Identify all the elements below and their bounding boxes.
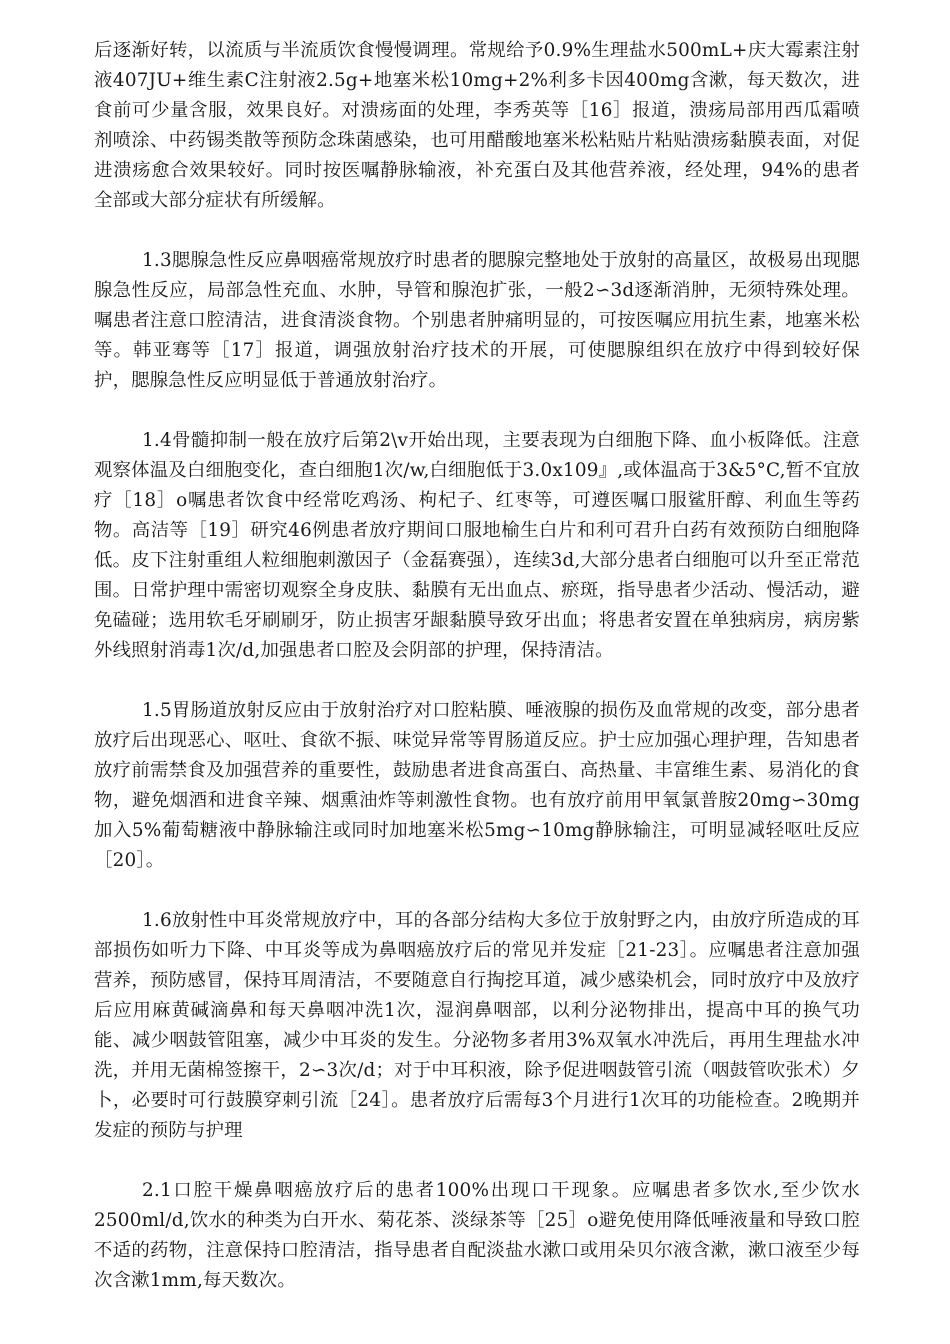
paragraph-dry-mouth: 2.1口腔干燥鼻咽癌放疗后的患者100%出现口干现象。应嘱患者多饮水,至少饮水2500ml/d,饮水的种类为白开水、菊花茶、淡绿茶等［25］o避免使用降低唾液量和导致口腔不适的药物，注意保持口腔清洁，指导患者自配淡盐水漱口或用朵贝尔液含漱，漱口液至少每次含漱1mm,每天数次。: [94, 1180, 860, 1291]
document-body: [94, 36, 860, 1296]
paragraph-oral-mucositis-continued: 后逐渐好转，以流质与半流质饮食慢慢调理。常规给予0.9%生理盐水500mL+庆大霉素注射液407JU+维生素C注射液2.5g+地塞米松10mg+2%利多卡因400mg含漱，每天数次，进食前可少量含服，效果良好。对溃疡面的处理，李秀英等［16］报道，溃疡局部用西瓜霜喷剂喷涂、中药锡类散等预防念珠菌感染，也可用醋酸地塞米松粘贴片粘贴溃疡黏膜表面，对促进溃疡愈合效果较好。同时按医嘱静脉输液，补充蛋白及其他营养液，经处理，94%的患者全部或大部分症状有所缓解。: [94, 40, 860, 211]
paragraph-otitis-media: 1.6放射性中耳炎常规放疗中，耳的各部分结构大多位于放射野之内，由放疗所造成的耳部损伤如听力下降、中耳炎等成为鼻咽癌放疗后的常见并发症［21-23］。应嘱患者注意加强营养，预防感冒，保持耳周清洁，不要随意自行掏挖耳道，减少感染机会，同时放疗中及放疗后应用麻黄碱滴鼻和每天鼻咽冲洗1次，湿润鼻咽部，以利分泌物排出，提高中耳的换气功能、减少咽鼓管阻塞，减少中耳炎的发生。分泌物多者用3%双氧水冲洗后，再用生理盐水冲洗，并用无菌棉签擦干，2∽3次/d；对于中耳积液，除予促进咽鼓管引流（咽鼓管吹张术）夕卜，必要时可行鼓膜穿刺引流［24］。患者放疗后需每3个月进行1次耳的功能检查。2晚期并发症的预防与护理: [94, 910, 860, 1141]
paragraph-gastrointestinal-reaction: 1.5胃肠道放射反应由于放射治疗对口腔粘膜、唾液腺的损伤及血常规的改变，部分患者放疗后出现恶心、呕吐、食欲不振、味觉异常等胃肠道反应。护士应加强心理护理，告知患者放疗前需禁食及加强营养的重要性，鼓励患者进食高蛋白、高热量、丰富维生素、易消化的食物，避免烟酒和进食辛辣、烟熏油炸等刺激性食物。也有放疗前用甲氧氯普胺20mg∽30mg加入5%葡萄糖液中静脉输注或同时加地塞米松5mg∽10mg静脉输注，可明显减轻呕吐反应［20］。: [94, 700, 860, 871]
paragraph-bone-marrow-suppression: 1.4骨髓抑制一般在放疗后第2\v开始出现，主要表现为白细胞下降、血小板降低。注意观察体温及白细胞变化，查白细胞1次/w,白细胞低于3.0x109』,或体温高于3&5°C,暂不宜放疗［18］o嘱患者饮食中经常吃鸡汤、枸杞子、红枣等，可遵医嘱口服鲨肝醇、利血生等药物。高洁等［19］研究46例患者放疗期间口服地榆生白片和利可君升白药有效预防白细胞降低。皮下注射重组人粒细胞刺激因子（金磊赛强），连续3d,大部分患者白细胞可以升至正常范围。日常护理中需密切观察全身皮肤、黏膜有无出血点、瘀斑，指导患者少活动、慢活动，避免磕碰；选用软毛牙刷刷牙，防止损害牙龈黏膜导致牙出血；将患者安置在单独病房，病房紫外线照射消毒1次/d,加强患者口腔及会阴部的护理，保持清洁。: [94, 430, 861, 661]
paragraph-parotid-reaction: 1.3腮腺急性反应鼻咽癌常规放疗时患者的腮腺完整地处于放射的高量区，故极易出现腮腺急性反应，局部急性充血、水肿，导管和腺泡扩张，一般2∽3d逐渐消肿，无须特殊处理。嘱患者注意口腔清洁，进食清淡食物。个别患者肿痛明显的，可按医嘱应用抗生素，地塞米松等。韩亚骞等［17］报道，调强放射治疗技术的开展，可使腮腺组织在放疗中得到较好保护，腮腺急性反应明显低于普通放射治疗。: [94, 250, 860, 391]
